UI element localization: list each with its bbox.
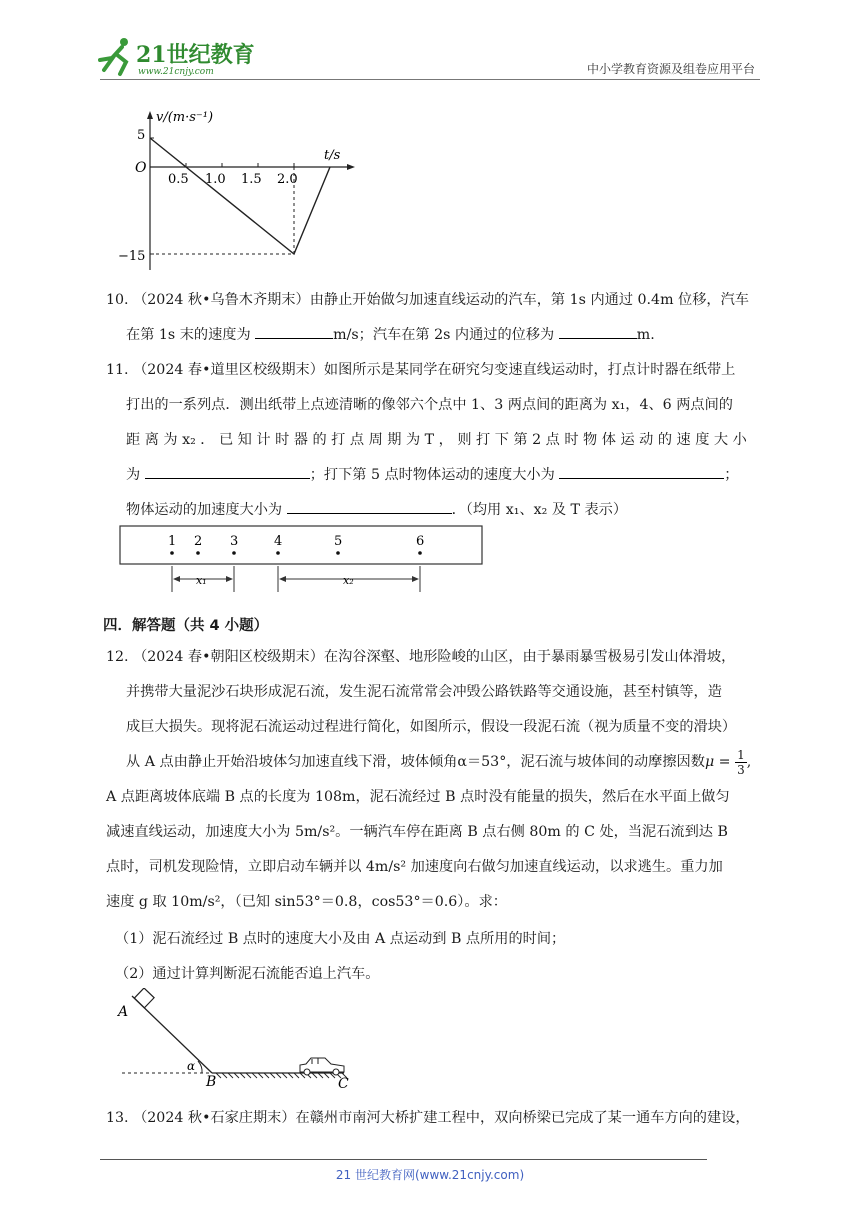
- header-divider: [100, 79, 760, 80]
- answer-blank[interactable]: [145, 462, 310, 479]
- fraction: $\frac{1}{3}$: [737, 747, 745, 777]
- q11-line4a: 为: [126, 467, 145, 483]
- logo-text: 21世纪教育: [136, 42, 255, 68]
- question-11: [106, 353, 766, 528]
- q11-line2: 打出的一系列点．测出纸带上点迹清晰的像邻六个点中 1、3 两点间的距离为 x₁，4、6 两点间的: [126, 397, 733, 413]
- footer-divider: [100, 1159, 707, 1160]
- ground-hatch: [294, 1073, 299, 1078]
- runner-icon: [100, 38, 128, 74]
- tape-point-label: 6: [416, 534, 425, 549]
- q12-line5: A 点距离坡体底端 B 点的长度为 108m，泥石流经过 B 点时没有能量的损失，然后在水平面上做匀: [106, 789, 730, 805]
- velocity-line: [150, 138, 330, 254]
- question-13: [106, 1101, 766, 1136]
- q10-line2a: 在第 1s 末的速度为: [126, 327, 256, 343]
- site-logo: [92, 34, 262, 80]
- q11-line4c: ；: [724, 467, 739, 483]
- q12-line8: 速度 g 取 10m/s²，（已知 sin53°＝0.8，cos53°＝0.6）。求：: [106, 894, 507, 910]
- q11-line4b: ；打下第 5 点时物体运动的速度大小为: [309, 467, 560, 483]
- q12-line4a: 从 A 点由静止开始沿坡体匀加速直线下滑，坡体倾角α＝53°，泥石流与坡体间的动摩擦因数: [126, 754, 705, 770]
- section-heading: 四．解答题（共 4 小题）: [103, 618, 269, 634]
- point-a-label: A: [118, 1004, 129, 1020]
- ground-hatch: [270, 1073, 275, 1078]
- x1-label: x₁: [196, 574, 207, 587]
- q11-line1: 11. （2024 春•道里区校级期末）如图所示是某同学在研究匀变速直线运动时，打点计时器在纸带上: [106, 362, 736, 378]
- y-tick-label-bottom: −15: [118, 249, 146, 264]
- question-12: 12. （2024 春•朝阳区校级期末）在沟谷深壑、地形险峻的山区，由于暴雨暴雪极易引发山体滑坡， 并携带大量泥沙石块形成泥石流，发生泥石流常常会冲毁公路铁路等交通设施，甚至村镇等，造 成巨大损失。现将泥石流运动过程进行简化，如图所示，假设一段泥石流（视为质量不变的滑块） 从 A 点由静止开始沿坡体匀加速直线下滑，坡体倾角α＝53°，泥石流与坡体间的动摩擦因数μ = $\frac{1}{3}$ , A 点距离坡体底端 B 点的长度为 108m，泥石流经过 B 点时没有能量的损失，然后在水平面上做匀 减速直线运动，加速度大小为 5m/s²。一辆汽车停在距离 B 点右侧 80m 的 C 处，当泥石流到达 B 点时，司机发现险情，立即启动车辆并以 4m/s² 加速度向右做匀加速直线运动，以求逃生。重力加 速度 g 取 10m/s²，（已知 sin53°＝0.8，cos53°＝0.6）。求：: [106, 640, 766, 920]
- q10-line1: 10. （2024 秋•乌鲁木齐期末）由静止开始做匀加速直线运动的汽车，第 1s 内通过 0.4m 位移，汽车: [106, 292, 749, 308]
- tape-point-label: 2: [194, 534, 203, 549]
- slider-block: [134, 988, 154, 1008]
- ground-hatch: [324, 1073, 329, 1078]
- ground-hatch: [246, 1073, 251, 1078]
- platform-name: 中小学教育资源及组卷应用平台: [586, 62, 755, 76]
- q10-line2c: m.: [636, 327, 655, 343]
- ground-hatch: [252, 1073, 257, 1078]
- vt-graph: [110, 105, 360, 275]
- point-c-label: C: [338, 1076, 349, 1088]
- ground-hatch: [282, 1073, 287, 1078]
- q11-line3: 距 离 为 x₂ ． 已 知 计 时 器 的 打 点 周 期 为 T ， 则 打 下 第 2 点 时 物 体 运 动 的 速 度 大 小: [126, 432, 747, 448]
- ground-hatch: [240, 1073, 245, 1078]
- q12-sub1: （1）泥石流经过 B 点时的速度大小及由 A 点运动到 B 点所用的时间；: [115, 931, 566, 947]
- q12-line7: 点时，司机发现险情，立即启动车辆并以 4m/s² 加速度向右做匀加速直线运动，以求逃生。重力加: [106, 859, 723, 875]
- footer-text: 21 世纪教育网(www.21cnjy.com): [335, 1168, 525, 1182]
- ground-hatch: [318, 1073, 323, 1078]
- ground-hatch: [276, 1073, 281, 1078]
- q12-line1: 12. （2024 春•朝阳区校级期末）在沟谷深壑、地形险峻的山区，由于暴雨暴雪极易引发山体滑坡，: [106, 649, 736, 665]
- logo-url: www.21cnjy.com: [138, 67, 214, 77]
- ground-hatch: [216, 1073, 221, 1078]
- ground-hatch: [264, 1073, 269, 1078]
- ticker-tape-figure: [118, 522, 488, 597]
- answer-blank[interactable]: [559, 462, 724, 479]
- point-b-label: B: [206, 1074, 217, 1088]
- x-tick-label: 2.0: [277, 172, 298, 187]
- x-tick-label: 1.0: [205, 172, 226, 187]
- x-tick-label: 1.5: [241, 172, 262, 187]
- ground-hatch: [222, 1073, 227, 1078]
- ground-hatch: [288, 1073, 293, 1078]
- tape-point-label: 4: [274, 534, 283, 549]
- y-axis-label: v/(m·s⁻¹): [156, 110, 214, 125]
- answer-blank[interactable]: [559, 322, 637, 339]
- angle-alpha-label: α: [187, 1059, 196, 1073]
- ground-hatch: [228, 1073, 233, 1078]
- answer-blank[interactable]: [255, 322, 333, 339]
- ground-hatch: [312, 1073, 317, 1078]
- x2-label: x₂: [343, 574, 354, 587]
- origin-label: O: [135, 160, 147, 176]
- car-icon: [300, 1058, 344, 1075]
- ground-hatch: [258, 1073, 263, 1078]
- tape-point-label: 3: [230, 534, 239, 549]
- q12-line3: 成巨大损失。现将泥石流运动过程进行简化，如图所示，假设一段泥石流（视为质量不变的滑块）: [126, 719, 737, 735]
- ground-hatch: [234, 1073, 239, 1078]
- tape-point-label: 1: [168, 534, 177, 549]
- q13-line1: 13. （2024 秋•石家庄期末）在赣州市南河大桥扩建工程中，双向桥梁已完成了某一通车方向的建设，: [106, 1110, 750, 1126]
- q12-line2: 并携带大量泥沙石块形成泥石流，发生泥石流常常会冲毁公路铁路等交通设施，甚至村镇等，造: [126, 684, 722, 700]
- x-axis-label: t/s: [324, 148, 341, 163]
- x-tick-label: 0.5: [168, 172, 189, 187]
- question-10: [106, 283, 766, 353]
- q12-line6: 减速直线运动，加速度大小为 5m/s²。一辆汽车停在距离 B 点右侧 80m 的 C 处，当泥石流到达 B: [106, 824, 728, 840]
- q10-line2b: m/s；汽车在第 2s 内通过的位移为: [333, 327, 559, 343]
- q11-line5b: ．（均用 x₁、x₂ 及 T 表示）: [451, 502, 628, 518]
- mu-symbol: μ =: [704, 754, 736, 770]
- q11-line5a: 物体运动的加速度大小为: [126, 502, 287, 518]
- y-tick-label-top: 5: [137, 128, 146, 143]
- tape-point-label: 5: [334, 534, 343, 549]
- q12-sub2: （2）通过计算判断泥石流能否追上汽车。: [115, 966, 380, 982]
- answer-blank[interactable]: [287, 497, 452, 514]
- mudslide-figure: [112, 988, 372, 1088]
